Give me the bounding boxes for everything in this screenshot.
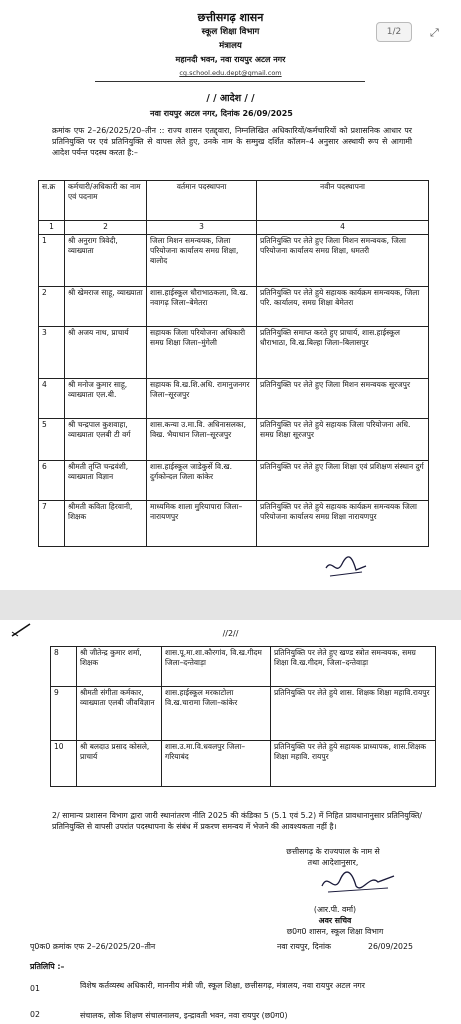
- col-number: 2: [65, 221, 147, 235]
- row-current: शास.हाईस्कूल धौराभाठकला, वि.ख. नवागढ़ जिला–बेमेतरा: [147, 287, 257, 327]
- table-row: [39, 419, 429, 461]
- order-place-date: नवा रायपुर अटल नगर, दिनांक 26/09/2025: [150, 109, 293, 118]
- officer-department: छ0ग0 शासन, स्कूल शिक्षा विभाग: [286, 927, 384, 936]
- page-2-marker: //2//: [222, 629, 239, 638]
- row-new: प्रतिनियुक्ति पर लेते हुए खण्ड स्त्रोत समन्वयक, समग्र शिक्षा वि.ख.गीदम, जिला–दन्तेवाड़ा: [271, 647, 436, 687]
- row-new: प्रतिनियुक्ति पर लेते हुये सहायक कार्यक्रम समन्वयक, जिला परि. कार्यालय, समग्र शिक्षा बेमेतरा: [257, 287, 429, 327]
- row-new: प्रतिनियुक्ति पर लेते हुये शास. शिक्षक शिक्षा महावि.रायपुर: [271, 687, 436, 741]
- row-new: प्रतिनियुक्ति समाप्त करते हुए प्राचार्य, शास.हाईस्कूल धौराभाठा, वि.ख.बिल्हा जिला–बिलासपुर: [257, 327, 429, 379]
- header-address: महानदी भवन, नवा रायपुर अटल नगर: [175, 55, 286, 64]
- order-title: / / आदेश / /: [206, 93, 255, 104]
- row-sn: 3: [39, 327, 65, 379]
- header-sn: स.क्र: [39, 181, 65, 221]
- row-sn: 5: [39, 419, 65, 461]
- header-department: स्कूल शिक्षा विभाग: [201, 27, 260, 37]
- row-name: श्री अजय नाथ, प्राचार्य: [65, 327, 147, 379]
- table-row: [39, 461, 429, 501]
- row-name: श्री मनोज कुमार साहू, व्याख्याता एल.बी.: [65, 379, 147, 419]
- governor-line-2: तथा आदेशानुसार,: [307, 858, 359, 867]
- endorsement-date: 26/09/2025: [368, 942, 413, 951]
- col-number: 3: [147, 221, 257, 235]
- table-row: [39, 379, 429, 419]
- row-name: श्रीमती संगीता कर्मकार, व्याख्याता एलबी जीवविज्ञान: [77, 687, 162, 741]
- col-number: 4: [257, 221, 429, 235]
- page-indicator: 1/2: [376, 22, 412, 42]
- header-email: cg.school.edu.dept@gmail.com: [179, 69, 282, 77]
- row-name: श्रीमती तृप्ति चन्द्रवंशी, व्याख्याता विज्ञान: [65, 461, 147, 501]
- row-sn: 2: [39, 287, 65, 327]
- row-current: सहायक वि.ख.शि.अधि. रामानुजनगर जिला–सूरजपुर: [147, 379, 257, 419]
- table-row: [39, 235, 429, 287]
- copy-item-number: 01: [30, 984, 40, 993]
- row-name: श्रीमती कविता हिरवानी, शिक्षक: [65, 501, 147, 547]
- copy-label: प्रतिलिपि :–: [30, 962, 65, 971]
- table-row: [39, 287, 429, 327]
- row-name: श्री बलदाउ प्रसाद कोसले, प्राचार्य: [77, 741, 162, 787]
- officer-signature: [318, 868, 398, 896]
- header-government: छत्तीसगढ़ शासन: [197, 11, 264, 24]
- row-name: श्री अनुराग त्रिवेदी, व्याख्याता: [65, 235, 147, 287]
- copy-item-text: विशेष कर्तव्यस्थ अधिकारी, माननीय मंत्री जी, स्कूल शिक्षा, छत्तीसगढ़, मंत्रालय, नवा रायपुर अटल नगर: [80, 981, 365, 990]
- officer-block: [250, 904, 420, 937]
- header-divider: [95, 81, 365, 82]
- officer-title: अवर सचिव: [318, 916, 352, 925]
- copy-item-number: 02: [30, 1010, 40, 1019]
- row-current: शास.पू.मा.शा.कौरगांव, वि.ख.गीदम जिला–दन्तेवाड़ा: [162, 647, 271, 687]
- row-sn: 10: [51, 741, 77, 787]
- header-new: नवीन पदस्थापना: [257, 181, 429, 221]
- header-ministry: मंत्रालय: [219, 41, 242, 51]
- row-current: सहायक जिला परियोजना अधिकारी समग्र शिक्षा जिला–मुंगेली: [147, 327, 257, 379]
- endorsement-place: नवा रायपुर, दिनांक: [277, 942, 331, 951]
- header-current: वर्तमान पदस्थापना: [147, 181, 257, 221]
- row-name: श्री चन्द्रपाल कुशवाहा, व्याख्याता एलबी टी वर्ग: [65, 419, 147, 461]
- row-sn: 1: [39, 235, 65, 287]
- table-row: [51, 687, 436, 741]
- row-name: श्री जीतेन्द्र कुमार शर्मा, शिक्षक: [77, 647, 162, 687]
- row-current: शास.उ.मा.वि.धवलपुर जिला–गरियाबंद: [162, 741, 271, 787]
- row-sn: 4: [39, 379, 65, 419]
- order-intro: क्रमांक एफ 2–26/2025/20–तीन :: राज्य शासन एतद्द्वारा, निम्नलिखित अधिकारियों/कर्मचारियों को प्रशासनिक आधार पर प्रतिनियुक्ति पर एवं प्रतिनियुक्ति से वापस लेते हुए, उनके नाम के सम्मुख दर्शित कॉलम–4 अनुसार अस्थायी रूप से आगामी आदेश पर्यन्त पदस्थ करता है:–: [52, 126, 412, 157]
- row-new: प्रतिनियुक्ति पर लेते हुये सहायक प्राध्यापक, शास.शिक्षक शिक्षा महावि. रायपुर: [271, 741, 436, 787]
- row-new: प्रतिनियुक्ति पर लेते हुए जिला मिशन समन्वयक, जिला परियोजना कार्यालय समग्र शिक्षा, धमतरी: [257, 235, 429, 287]
- page-gap: [0, 590, 461, 620]
- row-current: जिला मिशन समन्वयक, जिला परियोजना कार्यालय समग्र शिक्षा, बालोद: [147, 235, 257, 287]
- header-name: कर्मचारी/अधिकारी का नाम एवं पदनाम: [65, 181, 147, 221]
- row-new: प्रतिनियुक्ति पर लेते हुए जिला मिशन समन्वयक सूरजपुर: [257, 379, 429, 419]
- table-row: [39, 327, 429, 379]
- fit-page-icon[interactable]: ⤢: [430, 26, 439, 39]
- row-name: श्री खेमराज साहू, व्याख्याता: [65, 287, 147, 327]
- governor-order-line: [248, 846, 418, 868]
- row-current: माध्यमिक शाला मुरियापारा जिला–नारायणपुर: [147, 501, 257, 547]
- table-row: [51, 741, 436, 787]
- row-current: शास.हाईस्कूल मरकाटोला वि.ख.चारामा जिला–कांकेर: [162, 687, 271, 741]
- table-header-row: [39, 181, 429, 221]
- row-sn: 9: [51, 687, 77, 741]
- table-row: [39, 501, 429, 547]
- row-current: शास.कन्या उ.मा.वि. अधिनासलका, विख. भैयाथान जिला–सूरजपुर: [147, 419, 257, 461]
- table-row: [51, 647, 436, 687]
- col-number: 1: [39, 221, 65, 235]
- paragraph-2: 2/ सामान्य प्रशासन विभाग द्वारा जारी स्थानांतरण नीति 2025 की कंडिका 5 (5.1 एवं 5.2) में निहित प्रावधानानुसार प्रतिनियुक्ति/प्रतिनियुक्ति से वापसी उपरांत पदस्थापना के संबंध में प्रकरण समन्वय में भेजने की आवश्यकता नहीं है।: [52, 811, 422, 831]
- row-sn: 8: [51, 647, 77, 687]
- row-new: प्रतिनियुक्ति पर लेते हुये सहायक कार्यक्रम समन्वयक जिला परियोजना कार्यालय समग्र शिक्षा नारायणपुर: [257, 501, 429, 547]
- officer-name: (आर.पी. वर्मा): [313, 905, 357, 914]
- table-number-row: [39, 221, 429, 235]
- initials-signature: [322, 548, 372, 582]
- row-current: शास.हाईस्कूल जाडेकुर्से वि.ख. दुर्गकोन्दल जिला कांकेर: [147, 461, 257, 501]
- row-sn: 6: [39, 461, 65, 501]
- endorsement-number: पृ0क0 क्रमांक एफ 2–26/2025/20–तीन: [30, 942, 156, 951]
- document-page-2: [0, 620, 461, 1024]
- copy-item-text: संचालक, लोक शिक्षण संचालनालय, इन्द्रावती भवन, नवा रायपुर (छ0ग0): [80, 1011, 288, 1020]
- governor-line-1: छत्तीसगढ़ के राज्यपाल के नाम से: [286, 847, 380, 856]
- posting-table: [38, 180, 429, 547]
- row-sn: 7: [39, 501, 65, 547]
- posting-table-continued: [50, 646, 436, 787]
- row-new: प्रतिनियुक्ति पर लेते हुये सहायक जिला परियोजना अधि. समग्र शिक्षा सूरजपुर: [257, 419, 429, 461]
- row-new: प्रतिनियुक्ति पर लेते हुए जिला शिक्षा एवं प्रशिक्षण संस्थान दुर्ग: [257, 461, 429, 501]
